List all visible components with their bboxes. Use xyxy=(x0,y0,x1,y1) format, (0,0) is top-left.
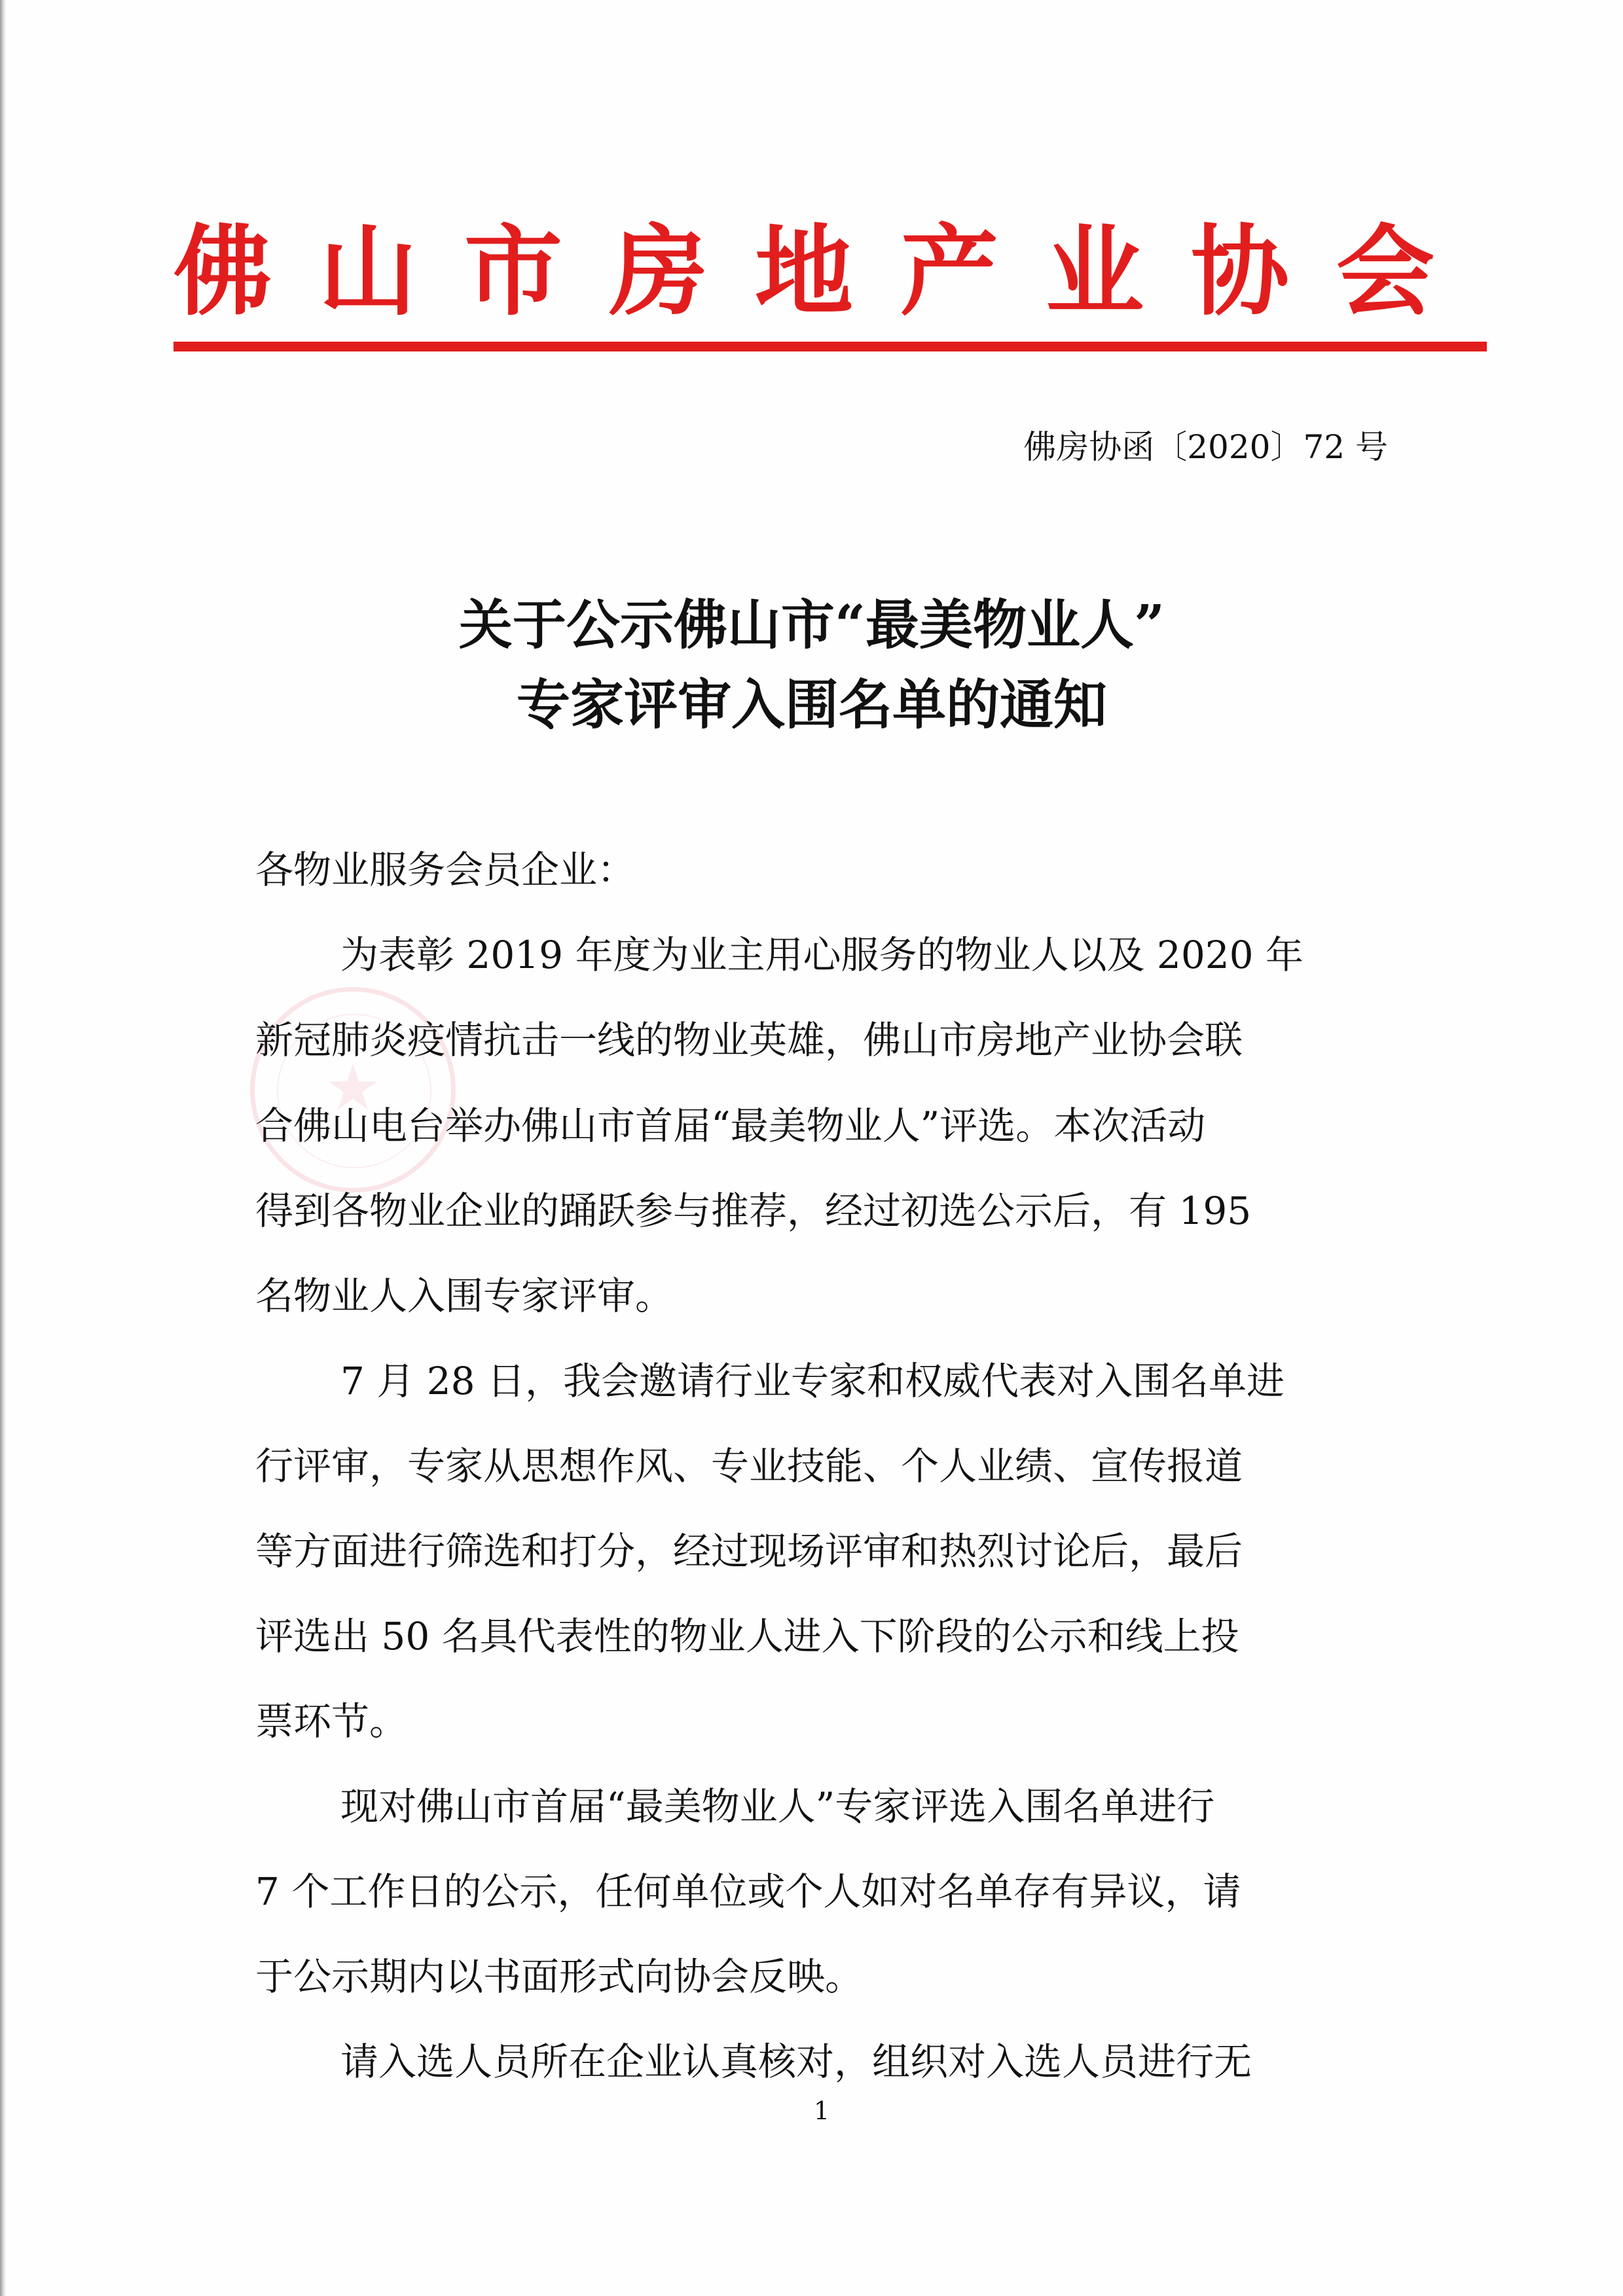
letterhead-title: 佛山市房地产业协会 xyxy=(173,214,1482,329)
page-number: 1 xyxy=(813,2096,830,2125)
body-line: 等方面进行筛选和打分，经过现场评审和热烈讨论后，最后 xyxy=(255,1529,1243,1573)
body-line: 为表彰 2019 年度为业主用心服务的物业人以及 2020 年 xyxy=(340,933,1304,977)
body-line: 于公示期内以书面形式向协会反映。 xyxy=(255,1954,864,1999)
body-line: 7 个工作日的公示，任何单位或个人如对名单存有异议，请 xyxy=(255,1869,1241,1914)
seal-star-icon: ★ xyxy=(324,1051,382,1124)
scan-edge-shadow xyxy=(0,0,7,2296)
body-line: 合佛山电台举办佛山市首届“最美物业人”评选。本次活动 xyxy=(255,1103,1206,1148)
body-line: 行评审，专家从思想作风、专业技能、个人业绩、宣传报道 xyxy=(255,1444,1243,1488)
body-line: 票环节。 xyxy=(255,1699,408,1744)
body-line: 请入选人员所在企业认真核对，组织对入选人员进行无 xyxy=(340,2039,1252,2084)
document-title-line-2: 专家评审入围名单的通知 xyxy=(516,673,1107,736)
body-line: 7 月 28 日，我会邀请行业专家和权威代表对入围名单进 xyxy=(340,1359,1285,1403)
salutation: 各物业服务会员企业： xyxy=(255,848,636,892)
body-line: 现对佛山市首届“最美物业人”专家评选入围名单进行 xyxy=(340,1784,1215,1829)
body-line: 评选出 50 名具代表性的物业人进入下阶段的公示和线上投 xyxy=(255,1614,1239,1659)
document-number: 佛房协函〔2020〕72 号 xyxy=(1023,428,1388,466)
body-line: 名物业人入围专家评审。 xyxy=(255,1274,674,1318)
body-line: 新冠肺炎疫情抗击一线的物业英雄，佛山市房地产业协会联 xyxy=(255,1018,1243,1062)
document-title-line-1: 关于公示佛山市“最美物业人” xyxy=(458,594,1165,656)
letterhead-red-rule xyxy=(173,342,1487,351)
body-line: 得到各物业企业的踊跃参与推荐，经过初选公示后，有 195 xyxy=(255,1189,1252,1233)
